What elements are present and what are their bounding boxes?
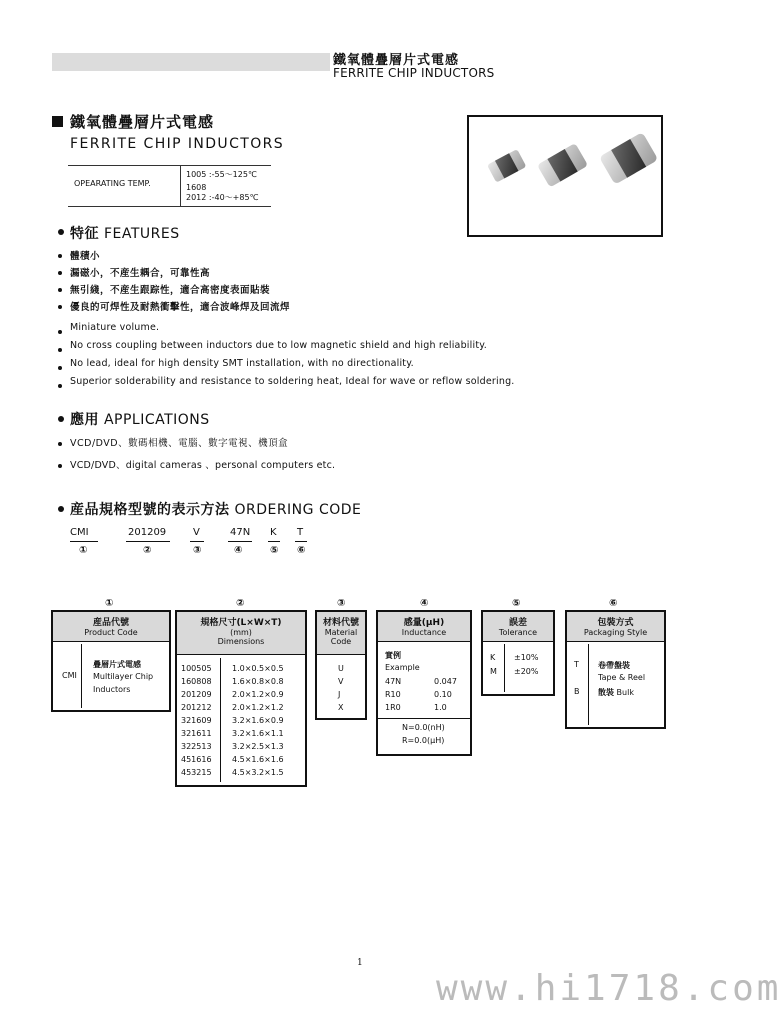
tolerance-header-cn: 誤差 — [508, 618, 527, 628]
packaging-code-b: B — [574, 687, 580, 696]
packaging-tape-cn: 卷帶盤裝 — [598, 661, 630, 670]
inductance-note-r: R=0.0(μH) — [402, 736, 445, 745]
packaging-table — [565, 610, 666, 729]
ordering-code-2: 201209 — [128, 527, 167, 538]
dimension-code: 160808 — [181, 677, 212, 686]
inductance-example-cn: 實例 — [385, 651, 401, 660]
packaging-bulk: 散裝 Bulk — [598, 688, 634, 697]
chip-inductor-photo — [467, 115, 663, 237]
tolerance-table — [481, 610, 555, 696]
table-header — [483, 612, 553, 642]
inductance-code: 47N — [385, 677, 402, 686]
dimension-code: 451616 — [181, 755, 212, 764]
header-bar — [52, 53, 330, 71]
inductance-note-n: N=0.0(nH) — [402, 723, 445, 732]
product-desc-cn: 疊層片式電感 — [93, 660, 141, 669]
ordering-code-4: 47N — [230, 527, 251, 538]
features-heading: 特征 FEATURES — [70, 226, 180, 242]
product-code-header-cn: 産品代號 — [92, 618, 129, 628]
tolerance-value: ±20% — [514, 667, 539, 676]
inductance-header-cn: 感量(μH) — [403, 618, 445, 628]
ordering-underline — [228, 541, 252, 542]
chip-inductors-image — [469, 117, 661, 235]
dimension-size: 2.0×1.2×0.9 — [232, 690, 284, 699]
inductance-value: 1.0 — [434, 703, 447, 712]
inductance-value: 0.10 — [434, 690, 452, 699]
inductance-code: 1R0 — [385, 703, 401, 712]
table-num-4: ④ — [420, 598, 429, 609]
tolerance-code: K — [490, 653, 496, 662]
watermark: www.hi1718.com — [436, 968, 781, 1009]
operating-temp-box — [68, 165, 271, 207]
ordering-underline — [70, 541, 98, 542]
feature-cn-2: 漏磁小，不産生耦合，可靠性高 — [70, 268, 211, 279]
dimension-size: 2.0×1.2×1.2 — [232, 703, 284, 712]
page-title-cn: 鐵氧體疊層片式電感 — [70, 113, 215, 131]
bullet — [58, 271, 62, 275]
dimension-size: 3.2×1.6×0.9 — [232, 716, 284, 725]
column-divider — [588, 644, 589, 725]
table-header — [378, 612, 470, 642]
ordering-num-5: ⑤ — [270, 545, 279, 556]
material-code: U — [338, 664, 344, 673]
ordering-underline — [126, 541, 170, 542]
dimension-code: 100505 — [181, 664, 212, 673]
applications-cn: VCD/DVD、數碼相機、電腦、數字電視、機頂盒 — [70, 438, 289, 449]
ordering-num-2: ② — [143, 545, 152, 556]
product-desc-en-2: Inductors — [93, 685, 131, 694]
table-num-6: ⑥ — [609, 598, 618, 609]
product-code-value: CMI — [62, 671, 77, 680]
packaging-header-cn: 包裝方式 — [597, 618, 634, 628]
bullet — [58, 288, 62, 292]
material-header-cn: 材料代號 — [322, 618, 359, 628]
bullet — [58, 348, 62, 352]
tolerance-value: ±10% — [514, 653, 539, 662]
dimension-code: 321611 — [181, 729, 212, 738]
feature-en-2: No cross coupling between inductors due to low magnetic shield and high reliability. — [70, 340, 487, 351]
table-num-1: ① — [105, 598, 114, 609]
dimension-code: 322513 — [181, 742, 212, 751]
material-header-en-1: Material — [324, 628, 358, 637]
page-number: 1 — [357, 958, 363, 968]
ordering-code-1: CMI — [70, 527, 89, 538]
table-header — [177, 612, 305, 655]
feature-en-1: Miniature volume. — [70, 322, 160, 333]
ordering-code-5: K — [270, 527, 277, 538]
bullet — [58, 384, 62, 388]
dimensions-header-unit: (mm) — [230, 628, 252, 637]
ordering-code-6: T — [297, 527, 304, 538]
dimensions-header-en: Dimensions — [217, 637, 265, 646]
tolerance-code: M — [490, 667, 497, 676]
product-code-header-en: Product Code — [84, 628, 138, 637]
feature-cn-4: 優良的可焊性及耐熱衝擊性，適合波峰焊及回流焊 — [70, 302, 291, 313]
dimensions-table — [175, 610, 307, 787]
packaging-tape-en: Tape & Reel — [598, 673, 646, 682]
dimension-size: 4.5×3.2×1.5 — [232, 768, 284, 777]
applications-en: VCD/DVD、digital cameras 、personal computers etc. — [70, 460, 336, 471]
operating-temp-row-1: 1005 :-55～125℃ — [186, 170, 257, 179]
bullet — [58, 366, 62, 370]
header-title-en: FERRITE CHIP INDUCTORS — [333, 66, 495, 80]
applications-bullet — [58, 416, 64, 422]
operating-temp-divider — [180, 166, 181, 206]
packaging-code-t: T — [574, 660, 579, 669]
bullet — [58, 330, 62, 334]
bullet — [58, 305, 62, 309]
feature-en-4: Superior solderability and resistance to soldering heat, Ideal for wave or reflow soldering. — [70, 376, 515, 387]
ordering-num-4: ④ — [234, 545, 243, 556]
bullet — [58, 442, 62, 446]
dimension-size: 1.0×0.5×0.5 — [232, 664, 284, 673]
inductance-header-en: Inductance — [401, 628, 447, 637]
feature-en-3: No lead, ideal for high density SMT installation, with no directionality. — [70, 358, 414, 369]
ordering-heading: 産品規格型號的表示方法 ORDERING CODE — [70, 502, 362, 518]
feature-cn-3: 無引綫，不産生跟踪性，適合高密度表面貼裝 — [70, 285, 271, 296]
operating-temp-row-2: 1608 2012 :-40～+85℃ — [186, 183, 259, 202]
packaging-header-en: Packaging Style — [583, 628, 648, 637]
table-header — [567, 612, 664, 642]
dimension-code: 201209 — [181, 690, 212, 699]
dimension-size: 3.2×2.5×1.3 — [232, 742, 284, 751]
header-title-cn: 鐵氧體疊層片式電感 — [333, 53, 460, 68]
inductance-code: R10 — [385, 690, 401, 699]
title-square-bullet — [52, 116, 63, 127]
dimension-size: 3.2×1.6×1.1 — [232, 729, 284, 738]
product-code-table — [51, 610, 171, 712]
material-code: V — [338, 677, 344, 686]
feature-cn-1: 體積小 — [70, 251, 101, 262]
ordering-underline — [268, 541, 280, 542]
bullet — [58, 254, 62, 258]
applications-heading: 應用 APPLICATIONS — [70, 412, 210, 428]
column-divider — [504, 644, 505, 692]
bullet — [58, 464, 62, 468]
dimension-code: 321609 — [181, 716, 212, 725]
material-header-en-2: Code — [330, 637, 352, 646]
dimension-code: 453215 — [181, 768, 212, 777]
table-num-5: ⑤ — [512, 598, 521, 609]
table-num-2: ② — [236, 598, 245, 609]
ordering-num-3: ③ — [193, 545, 202, 556]
material-code-table — [315, 610, 367, 720]
ordering-num-1: ① — [79, 545, 88, 556]
material-code: X — [338, 703, 344, 712]
dimension-size: 1.6×0.8×0.8 — [232, 677, 284, 686]
inductance-table — [376, 610, 472, 756]
row-divider — [378, 718, 470, 719]
tolerance-header-en: Tolerance — [498, 628, 538, 637]
column-divider — [81, 644, 82, 708]
product-desc-en-1: Multilayer Chip — [93, 672, 154, 681]
page-title-en: FERRITE CHIP INDUCTORS — [70, 136, 285, 152]
inductance-example-en: Example — [385, 663, 420, 672]
column-divider — [220, 658, 221, 782]
dimensions-header-cn: 規格尺寸(L×W×T) — [200, 618, 282, 628]
inductance-value: 0.047 — [434, 677, 457, 686]
operating-temp-label: OPEARATING TEMP. — [74, 179, 151, 188]
table-header — [317, 612, 365, 655]
ordering-bullet — [58, 506, 64, 512]
dimension-code: 201212 — [181, 703, 212, 712]
table-header — [53, 612, 169, 642]
features-bullet — [58, 229, 64, 235]
ordering-underline — [295, 541, 307, 542]
dimension-size: 4.5×1.6×1.6 — [232, 755, 284, 764]
ordering-num-6: ⑥ — [297, 545, 306, 556]
ordering-code-3: V — [193, 527, 200, 538]
table-num-3: ③ — [337, 598, 346, 609]
material-code: J — [338, 690, 341, 699]
ordering-underline — [190, 541, 204, 542]
